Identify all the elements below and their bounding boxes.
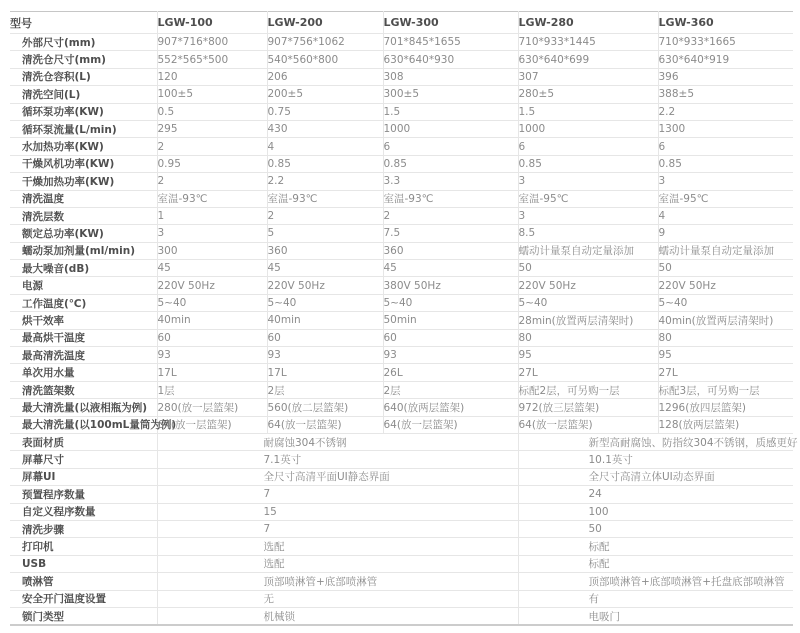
spec-row [10,103,793,120]
row-label: 最大清洗量(以液相瓶为例) [10,399,157,416]
row-label: 清洗仓尺寸(mm) [10,51,157,68]
spec-row [10,68,793,85]
spec-value: 蠕动计量泵自动定量添加 [658,242,793,259]
spec-value: 6 [383,138,518,155]
spec-value: 80 [518,329,658,346]
spec-value: 640(放两层篮架) [383,399,518,416]
spec-value: 0.85 [383,155,518,172]
spec-value: 9 [658,225,793,242]
column-header: LGW-280 [518,12,658,34]
spec-value: 710*933*1665 [658,34,793,51]
spec-value: 5~40 [518,294,658,311]
spec-value: 300 [157,242,267,259]
spec-value: 1300 [658,120,793,137]
row-label: 单次用水量 [10,364,157,381]
merged-value-right: 10.1英寸 [518,451,793,468]
spec-row [10,86,793,103]
header-row [10,12,793,34]
spec-value: 3 [157,225,267,242]
merged-value-left: 顶部喷淋管+底部喷淋管 [157,573,518,590]
row-label: 最高清洗温度 [10,347,157,364]
spec-value: 1.5 [383,103,518,120]
spec-value: 2 [383,207,518,224]
row-label: 清洗层数 [10,207,157,224]
spec-value: 27L [658,364,793,381]
spec-row [10,486,793,503]
spec-row [10,155,793,172]
spec-value: 95 [518,347,658,364]
spec-row [10,607,793,625]
spec-value: 220V 50Hz [267,277,383,294]
merged-value-left: 7 [157,486,518,503]
spec-value: 100±5 [157,86,267,103]
row-label: 清洗篮架数 [10,381,157,398]
spec-value: 5~40 [658,294,793,311]
row-label: 表面材质 [10,433,157,450]
spec-value: 室温-95℃ [518,190,658,207]
spec-value: 0.5 [157,103,267,120]
spec-value: 6 [658,138,793,155]
spec-value: 2.2 [658,103,793,120]
column-header: LGW-300 [383,12,518,34]
spec-row [10,538,793,555]
spec-value: 1层 [157,381,267,398]
spec-value: 630*640*930 [383,51,518,68]
spec-value: 701*845*1655 [383,34,518,51]
spec-value: 388±5 [658,86,793,103]
row-label: 屏幕UI [10,468,157,485]
merged-value-right: 标配 [518,538,793,555]
row-label: 清洗步骤 [10,520,157,537]
merged-value-left: 机械锁 [157,607,518,625]
spec-value: 0.75 [267,103,383,120]
spec-value: 972(放三层篮架) [518,399,658,416]
spec-value: 2 [267,207,383,224]
merged-value-right: 新型高耐腐蚀、防指纹304不锈钢，质感更好 [518,433,793,450]
spec-value: 室温-95℃ [658,190,793,207]
column-header: LGW-100 [157,12,267,34]
spec-value: 50 [658,260,793,277]
spec-value: 4 [267,138,383,155]
spec-value: 50min [383,312,518,329]
spec-value: 8.5 [518,225,658,242]
spec-value: 300±5 [383,86,518,103]
spec-value: 430 [267,120,383,137]
column-header: LGW-360 [658,12,793,34]
spec-value: 540*560*800 [267,51,383,68]
spec-value: 7.5 [383,225,518,242]
column-header: LGW-200 [267,12,383,34]
spec-value: 27L [518,364,658,381]
spec-value: 1 [157,207,267,224]
spec-value: 0.85 [518,155,658,172]
spec-value: 220V 50Hz [518,277,658,294]
row-label: USB [10,555,157,572]
row-label: 打印机 [10,538,157,555]
spec-value: 室温-93℃ [267,190,383,207]
row-label: 烘干效率 [10,312,157,329]
spec-value: 26L [383,364,518,381]
row-label: 最大清洗量(以100mL量筒为例) [10,416,157,433]
spec-value: 552*565*500 [157,51,267,68]
merged-value-left: 7 [157,520,518,537]
row-label: 最高烘干温度 [10,329,157,346]
spec-value: 3 [518,207,658,224]
row-label: 喷淋管 [10,573,157,590]
spec-value: 120 [157,68,267,85]
merged-value-left: 7.1英寸 [157,451,518,468]
merged-value-left: 选配 [157,555,518,572]
spec-row [10,329,793,346]
spec-value: 2 [157,138,267,155]
spec-value: 40min [157,312,267,329]
spec-value: 128(放两层篮架) [658,416,793,433]
spec-value: 1000 [383,120,518,137]
spec-value: 45 [157,260,267,277]
spec-value: 2 [157,173,267,190]
spec-value: 710*933*1445 [518,34,658,51]
spec-row [10,260,793,277]
spec-value: 295 [157,120,267,137]
spec-value: 60 [267,329,383,346]
merged-value-right: 全尺寸高清立体UI动态界面 [518,468,793,485]
row-label: 循环泵流量(L/min) [10,120,157,137]
row-label: 屏幕尺寸 [10,451,157,468]
spec-value: 室温-93℃ [157,190,267,207]
merged-value-left: 选配 [157,538,518,555]
spec-row [10,433,793,450]
spec-value: 3 [658,173,793,190]
spec-value: 40min [267,312,383,329]
spec-value: 0.95 [157,155,267,172]
spec-value: 360 [383,242,518,259]
merged-value-left: 全尺寸高清平面UI静态界面 [157,468,518,485]
merged-value-right: 有 [518,590,793,607]
spec-value: 380V 50Hz [383,277,518,294]
spec-row [10,590,793,607]
merged-value-left: 15 [157,503,518,520]
spec-value: 0.85 [267,155,383,172]
spec-value: 630*640*699 [518,51,658,68]
spec-row [10,34,793,51]
spec-value: 室温-93℃ [383,190,518,207]
row-label: 最大噪音(dB) [10,260,157,277]
spec-value: 2.2 [267,173,383,190]
spec-value: 4 [658,207,793,224]
row-label: 清洗温度 [10,190,157,207]
spec-value: 40min(放置两层清架时) [658,312,793,329]
spec-value: 17L [157,364,267,381]
spec-row [10,381,793,398]
spec-row [10,468,793,485]
spec-row [10,347,793,364]
spec-row [10,416,793,433]
spec-value: 5 [267,225,383,242]
spec-value: 64(放一层篮架) [157,416,267,433]
spec-value: 2层 [267,381,383,398]
spec-row [10,555,793,572]
spec-row [10,277,793,294]
spec-value: 64(放一层篮架) [383,416,518,433]
spec-row [10,242,793,259]
spec-table-body [10,34,798,626]
spec-value: 307 [518,68,658,85]
spec-value: 50 [518,260,658,277]
row-label: 自定义程序数量 [10,503,157,520]
spec-value: 1296(放四层篮架) [658,399,793,416]
spec-value: 280(放一层篮架) [157,399,267,416]
spec-row [10,573,793,590]
spec-row [10,520,793,537]
merged-value-right: 100 [518,503,793,520]
spec-value: 93 [267,347,383,364]
row-label: 清洗仓容积(L) [10,68,157,85]
merged-value-left: 无 [157,590,518,607]
row-label: 水加热功率(KW) [10,138,157,155]
spec-value: 5~40 [267,294,383,311]
merged-value-right: 24 [518,486,793,503]
spec-value: 93 [383,347,518,364]
spec-row [10,503,793,520]
spec-value: 93 [157,347,267,364]
merged-value-left: 耐腐蚀304不锈钢 [157,433,518,450]
spec-value: 标配3层，可另购一层 [658,381,793,398]
spec-value: 5~40 [383,294,518,311]
spec-value: 220V 50Hz [658,277,793,294]
spec-value: 64(放一层篮架) [518,416,658,433]
row-label: 锁门类型 [10,607,157,625]
spec-value: 3 [518,173,658,190]
spec-value: 560(放二层篮架) [267,399,383,416]
spec-value: 17L [267,364,383,381]
row-label: 干燥加热功率(KW) [10,173,157,190]
spec-row [10,207,793,224]
spec-value: 3.3 [383,173,518,190]
spec-value: 标配2层，可另购一层 [518,381,658,398]
spec-row [10,51,793,68]
spec-value: 1.5 [518,103,658,120]
spec-value: 28min(放置两层清架时) [518,312,658,329]
spec-row [10,451,793,468]
merged-value-right: 电吸门 [518,607,793,625]
spec-value: 95 [658,347,793,364]
spec-row [10,312,793,329]
spec-value: 60 [157,329,267,346]
row-label-header: 型号 [10,12,157,34]
spec-value: 蠕动计量泵自动定量添加 [518,242,658,259]
spec-value: 2层 [383,381,518,398]
row-label: 安全开门温度设置 [10,590,157,607]
spec-row [10,294,793,311]
spec-value: 6 [518,138,658,155]
spec-value: 206 [267,68,383,85]
spec-value: 630*640*919 [658,51,793,68]
spec-value: 45 [383,260,518,277]
spec-value: 60 [383,329,518,346]
spec-value: 360 [267,242,383,259]
spec-value: 5~40 [157,294,267,311]
spec-row [10,190,793,207]
merged-value-right: 50 [518,520,793,537]
spec-row [10,120,793,137]
row-label: 循环泵功率(KW) [10,103,157,120]
row-label: 电源 [10,277,157,294]
spec-value: 64(放一层篮架) [267,416,383,433]
spec-value: 1000 [518,120,658,137]
row-label: 预置程序数量 [10,486,157,503]
spec-table [10,11,798,626]
spec-value: 220V 50Hz [157,277,267,294]
spec-value: 0.85 [658,155,793,172]
spec-value: 396 [658,68,793,85]
row-label: 干燥风机功率(KW) [10,155,157,172]
row-label: 蠕动泵加剂量(ml/min) [10,242,157,259]
spec-value: 907*716*800 [157,34,267,51]
spec-row [10,225,793,242]
merged-value-right: 顶部喷淋管+底部喷淋管+托盘底部喷淋管 [518,573,793,590]
spec-value: 308 [383,68,518,85]
row-label: 额定总功率(KW) [10,225,157,242]
spec-value: 45 [267,260,383,277]
row-label: 外部尺寸(mm) [10,34,157,51]
merged-value-right: 标配 [518,555,793,572]
row-label: 工作温度(℃) [10,294,157,311]
spec-value: 200±5 [267,86,383,103]
spec-row [10,138,793,155]
row-label: 清洗空间(L) [10,86,157,103]
spec-row [10,364,793,381]
spec-value: 80 [658,329,793,346]
spec-row [10,399,793,416]
spec-row [10,173,793,190]
spec-value: 907*756*1062 [267,34,383,51]
spec-value: 280±5 [518,86,658,103]
